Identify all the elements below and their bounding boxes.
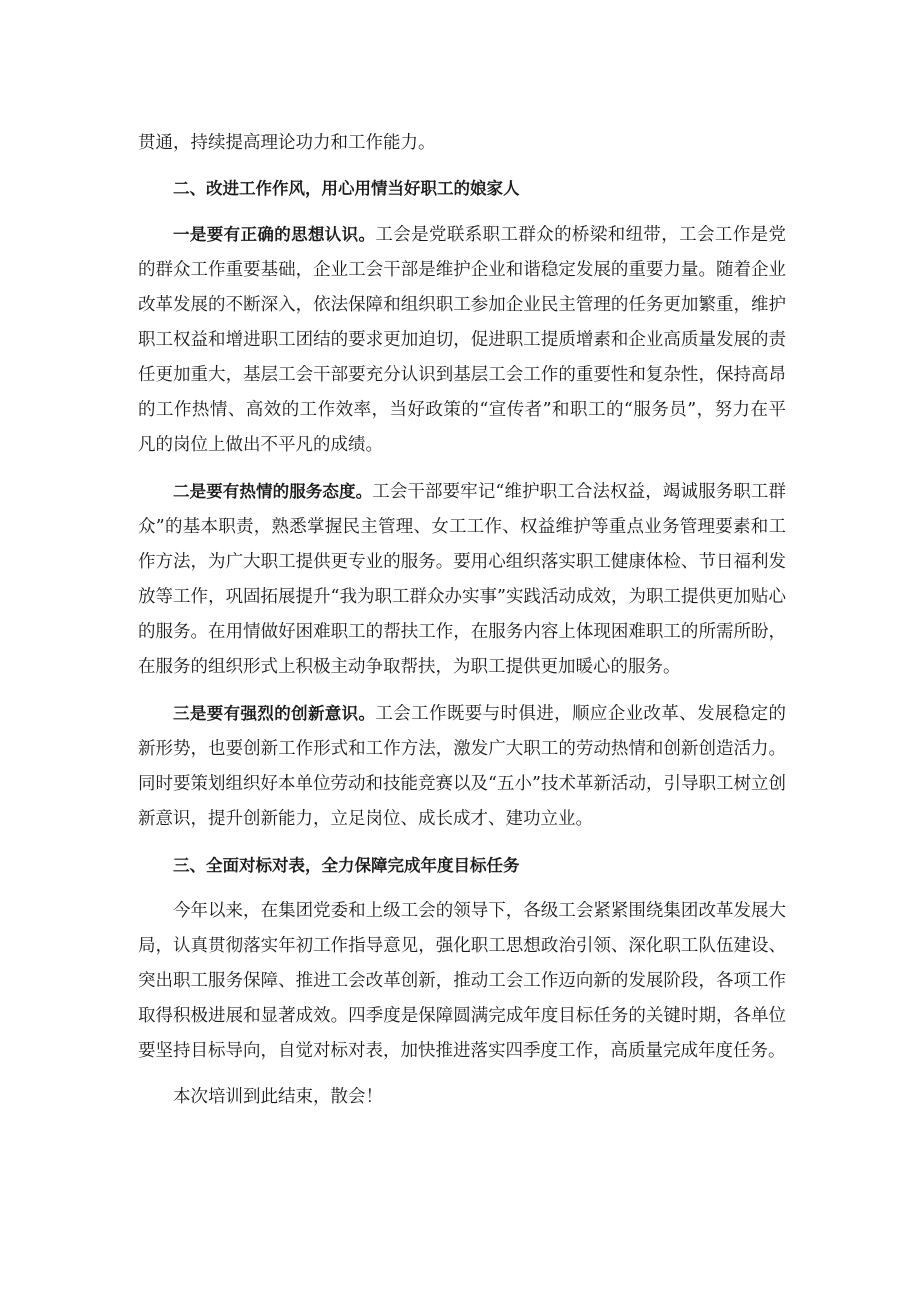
- paragraph-annual-review: 今年以来，在集团党委和上级工会的领导下，各级工会紧紧围绕集团改革发展大局，认真贯彻落实年初工作指导意见，强化职工思想政治引领、深化职工队伍建设、突出职工服务保障、推进工会改革创新，推动工会工作迈向新的发展阶段，各项工作取得积极进展和显著成效。四季度是保障圆满完成年度目标任务的关键时期，各单位要坚持目标导向，自觉对标对表，加快推进落实四季度工作，高质量完成年度任务。: [138, 901, 786, 1061]
- paragraph-lead: 一是要有正确的思想认识。: [173, 225, 376, 244]
- paragraph-body: 工会干部要牢记“维护职工合法权益，竭诚服务职工群众”的基本职责，熟悉掌握民主管理、女工工作、权益维护等重点业务管理要素和工作方法，为广大职工提供更专业的服务。要用心组织落实职工健康体检、节日福利发放等工作，巩固拓展提升“我为职工群众办实事”实践活动成效，为职工提供更加贴心的服务。在用情做好困难职工的帮扶工作，在服务内容上体现困难职工的所需所盼，在服务的组织形式上积极主动争取帮扶，为职工提供更加暖心的服务。: [138, 482, 786, 677]
- paragraph-lead: 三是要有强烈的创新意识。: [173, 704, 376, 723]
- closing-paragraph: 本次培训到此结束，散会！: [173, 1087, 383, 1107]
- paragraph-body: 工会是党联系职工群众的桥梁和纽带，工会工作是党的群众工作重要基础，企业工会干部是维护企业和谐稳定发展的重要力量。随着企业改革发展的不断深入，依法保障和组织职工参加企业民主管理的任务更加繁重，维护职工权益和增进职工团结的要求更加迫切，促进职工提质增素和企业高质量发展的责任更加重大，基层工会干部要充分认识到基层工会工作的重要性和复杂性，保持高昂的工作热情、高效的工作效率，当好政策的“宣传者”和职工的“服务员”，努力在平凡的岗位上做出不平凡的成绩。: [138, 225, 787, 455]
- document-body: [138, 126, 786, 1126]
- continuation-paragraph: 贯通，持续提高理论功力和工作能力。: [138, 133, 436, 153]
- section-heading-2: 二、改进工作作风，用心用情当好职工的娘家人: [173, 179, 520, 198]
- paragraph-lead: 二是要有热情的服务态度。: [173, 482, 373, 501]
- paragraph-service-attitude: [138, 474, 786, 685]
- section-heading-3: 三、全面对标对表，全力保障完成年度目标任务: [173, 856, 520, 875]
- paragraph-thought-awareness: [138, 217, 786, 463]
- paragraph-body: 工会工作既要与时俱进，顺应企业改革、发展稳定的新形势，也要创新工作形式和工作方法，激发广大职工的劳动热情和创新创造活力。同时要策划组织好本单位劳动和技能竞赛以及“五小”技术革新活动，引导职工树立创新意识，提升创新能力，立足岗位、成长成才、建功立业。: [138, 704, 787, 829]
- paragraph-innovation: [138, 696, 786, 837]
